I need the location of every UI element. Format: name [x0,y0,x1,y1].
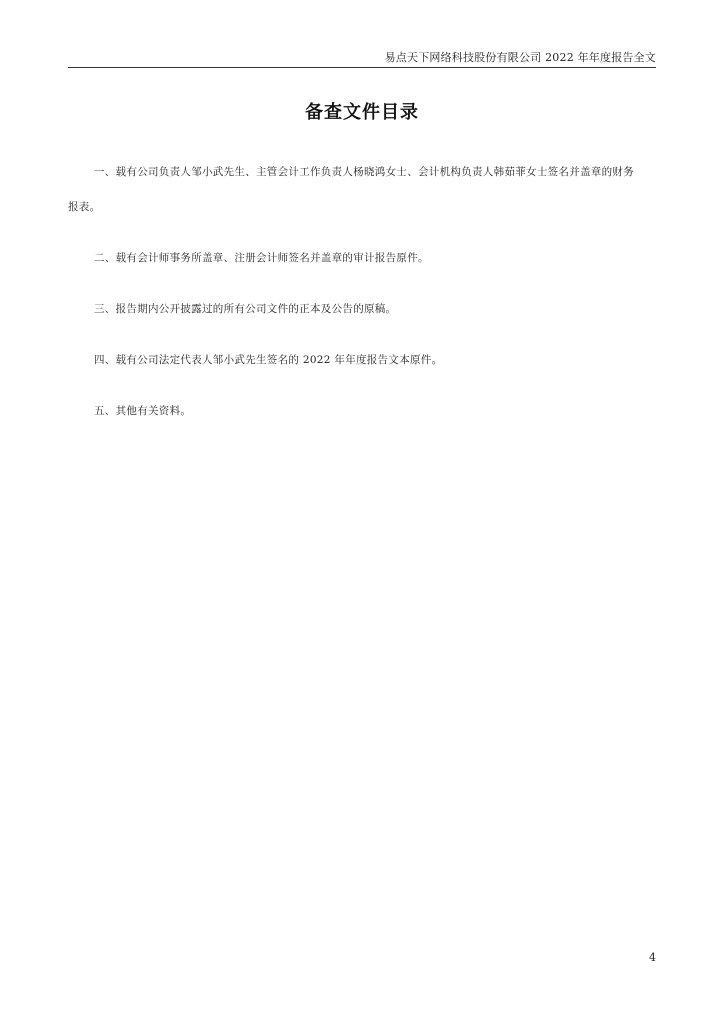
list-item-5 [68,403,656,419]
list-item-2 [68,250,656,266]
list-item-3-text: 三、报告期内公开披露过的所有公司文件的正本及公告的原稿。 [94,303,397,315]
list-item-5-text: 五、其他有关资料。 [94,405,192,417]
list-item-1-continuation [68,199,656,215]
header-divider [68,67,656,68]
document-title: 备查文件目录 [305,102,419,123]
list-item-4 [68,352,656,368]
list-item-2-text: 二、载有会计师事务所盖章、注册会计师签名并盖章的审计报告原件。 [94,252,429,264]
page-header: 易点天下网络科技股份有限公司 2022 年年度报告全文 [384,51,656,64]
list-item-3 [68,301,656,317]
list-item-1 [68,164,656,180]
list-item-4-text: 四、载有公司法定代表人邹小武先生签名的 2022 年年度报告文本原件。 [94,354,443,366]
list-item-1-line1: 一、载有公司负责人邹小武先生、主管会计工作负责人杨晓鸿女士、会计机构负责人韩茹菲女士签名并盖章的财务 [94,166,634,178]
page-number: 4 [649,951,656,964]
list-item-1-line2: 报表。 [68,201,101,213]
